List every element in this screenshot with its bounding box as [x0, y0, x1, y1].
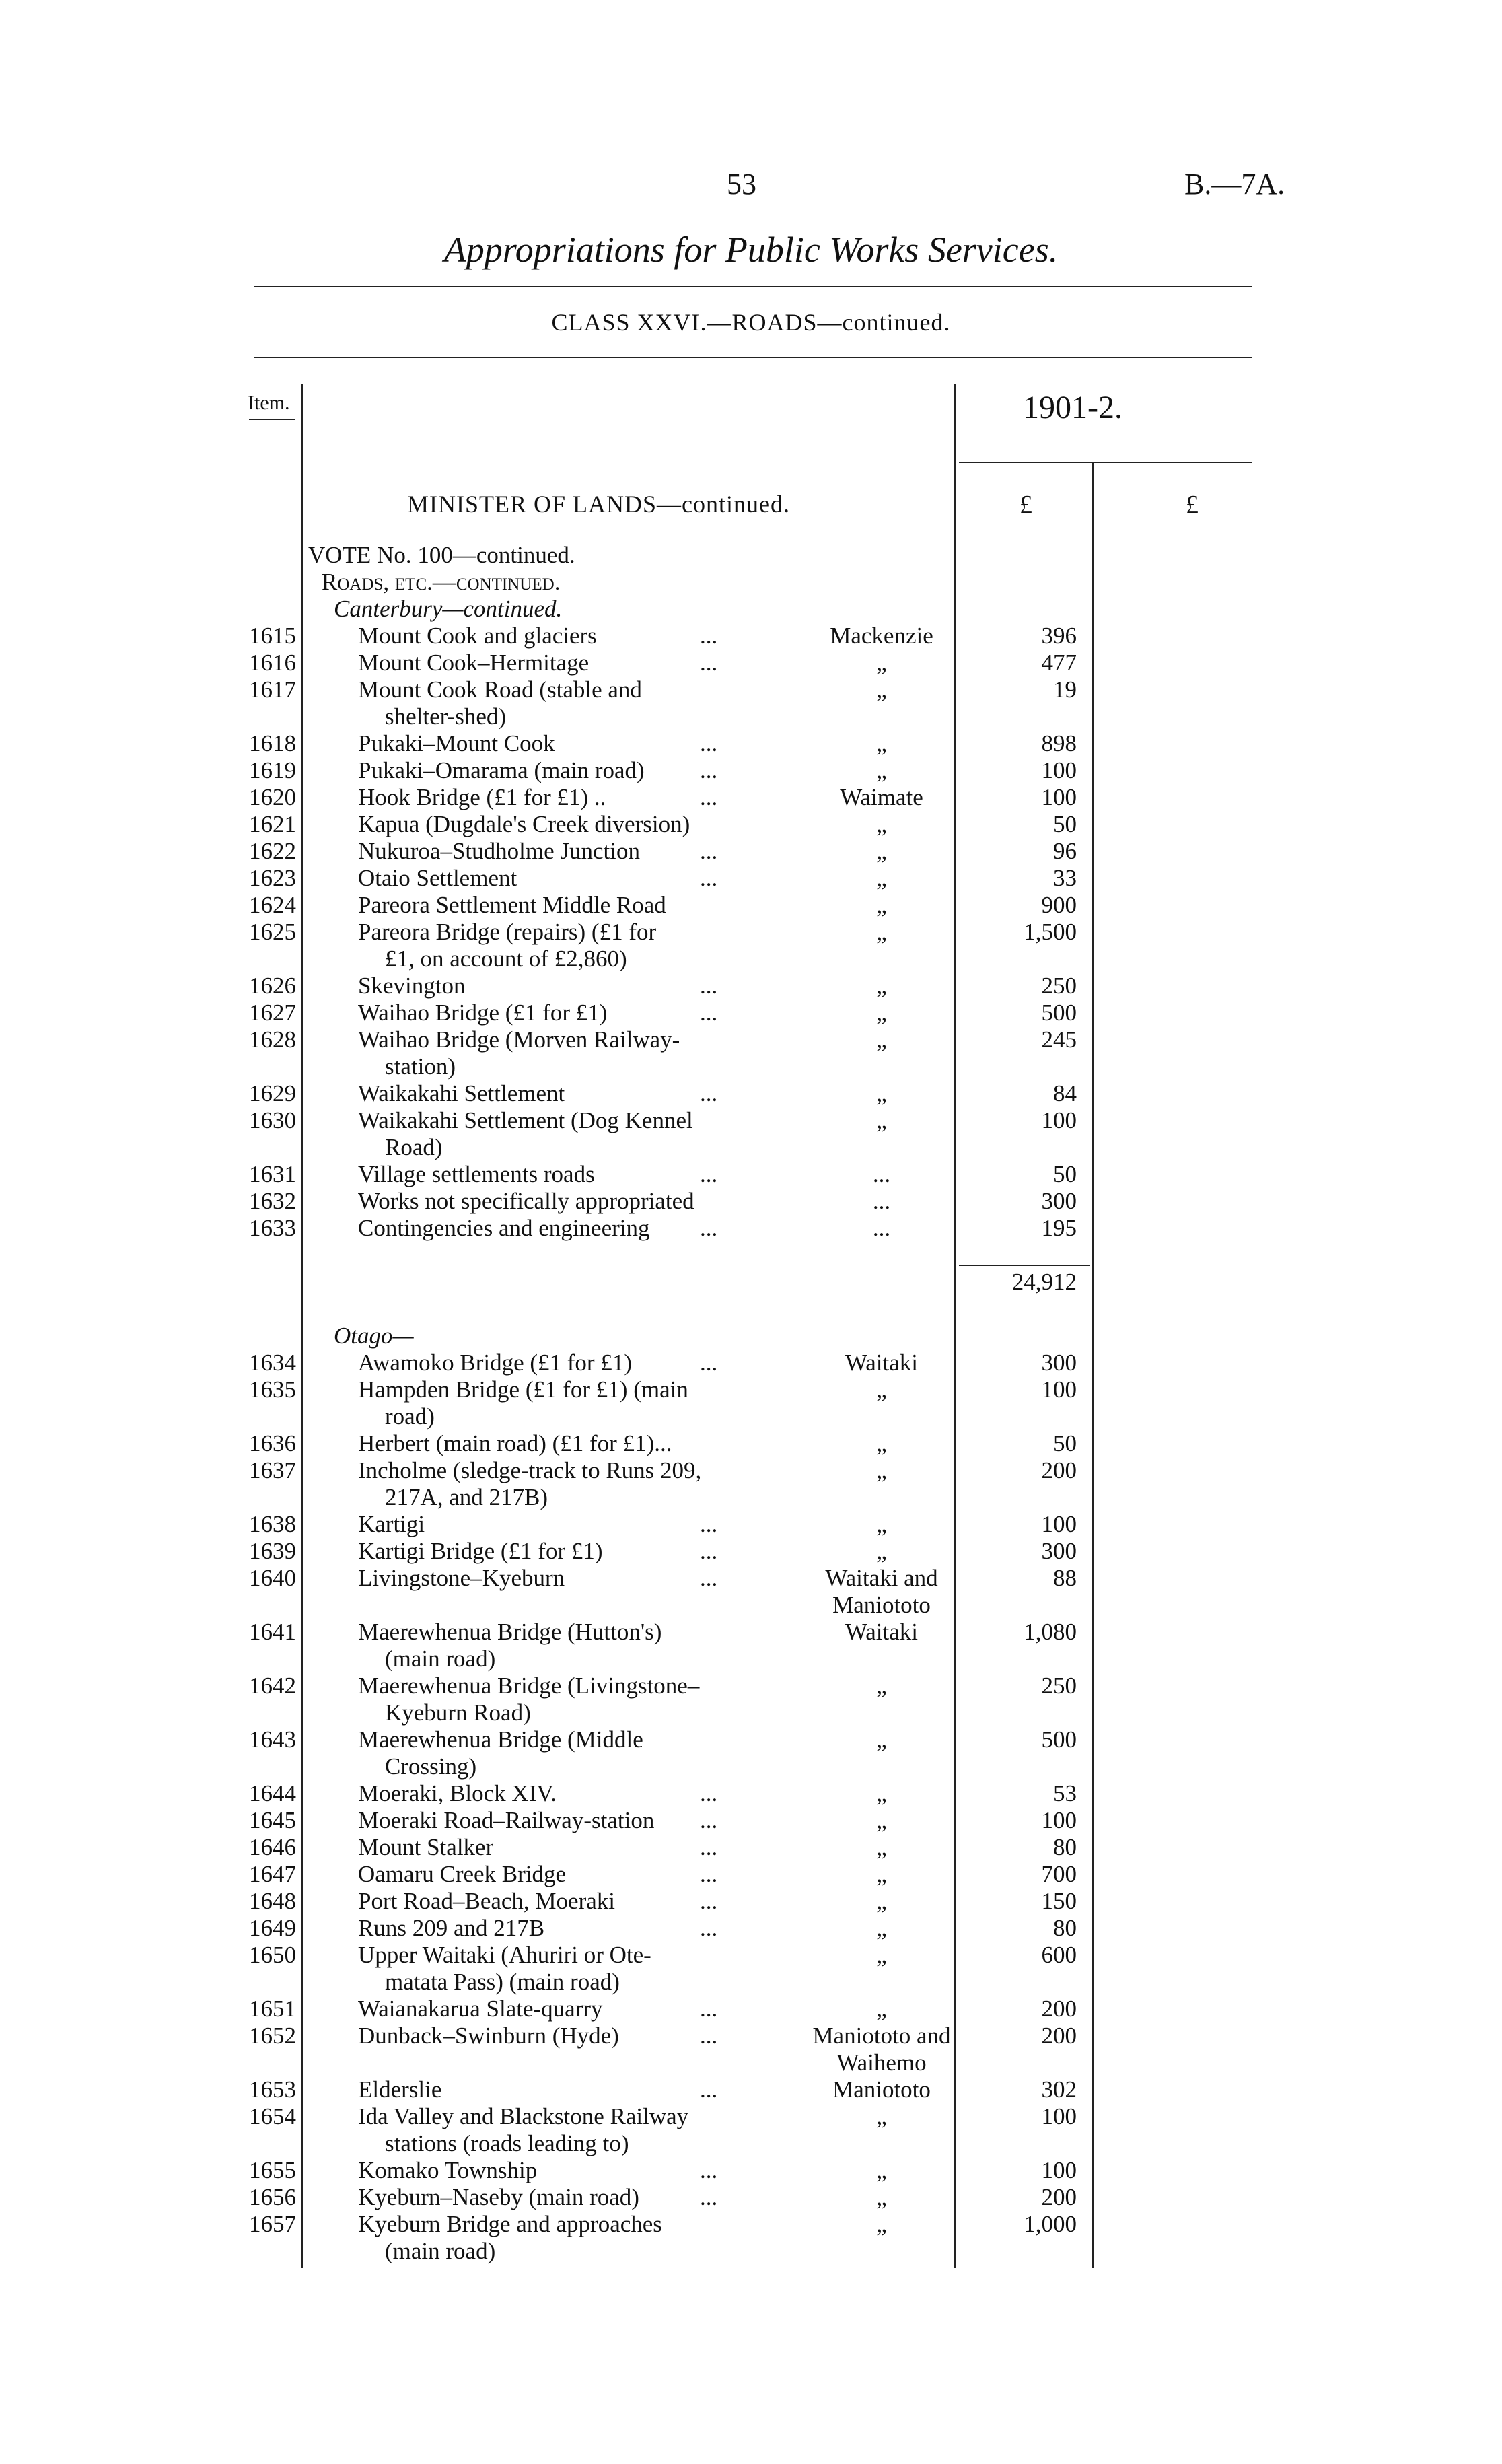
leader-dots: ... — [700, 1996, 718, 2022]
leader-dots: ... — [700, 838, 718, 864]
item-number: 1642 — [249, 1673, 296, 1699]
amount: 80 — [1053, 1834, 1077, 1860]
item-description: matata Pass) (main road) — [385, 1969, 620, 1995]
item-description: Pukaki–Omarama (main road) — [358, 757, 645, 783]
item-number: 1656 — [249, 2184, 296, 2210]
district: „ — [876, 999, 887, 1026]
item-description: Mount Cook Road (stable and — [358, 676, 642, 703]
table-line — [0, 1726, 1502, 1753]
divider — [254, 286, 1252, 287]
item-description: Crossing) — [385, 1753, 477, 1780]
table-line — [0, 1888, 1502, 1915]
item-description: Upper Waitaki (Ahuriri or Ote- — [358, 1942, 651, 1968]
table-line — [0, 1861, 1502, 1888]
district: „ — [876, 892, 887, 918]
district: Waitaki — [845, 1619, 918, 1645]
subtotal-rule — [959, 1265, 1090, 1266]
table-line — [0, 865, 1502, 892]
item-number: 1653 — [249, 2076, 296, 2103]
table-line — [0, 703, 1502, 730]
table-line — [0, 1646, 1502, 1673]
item-number: 1651 — [249, 1996, 296, 2022]
item-description: shelter-shed) — [385, 703, 507, 730]
item-number: 1652 — [249, 2022, 296, 2049]
leader-dots: ... — [700, 1780, 718, 1806]
table-line — [0, 2049, 1502, 2076]
amount: 300 — [1041, 1349, 1077, 1376]
district: „ — [876, 1942, 887, 1968]
district: Maniototo — [832, 2076, 931, 2103]
item-number: 1616 — [249, 649, 296, 676]
district: „ — [876, 1726, 887, 1753]
table-line — [0, 2211, 1502, 2238]
table-line — [0, 1349, 1502, 1376]
canterbury-subtotal: 24,912 — [1011, 1269, 1077, 1295]
leader-dots: ... — [700, 1565, 718, 1591]
district: Maniototo — [832, 1592, 931, 1618]
leader-dots: ... — [700, 2157, 718, 2183]
table-line — [0, 569, 1502, 596]
amount: 600 — [1041, 1942, 1077, 1968]
item-description: Nukuroa–Studholme Junction — [358, 838, 640, 864]
leader-dots: ... — [700, 1511, 718, 1537]
item-description: Waikakahi Settlement — [358, 1080, 565, 1106]
table-line — [0, 2238, 1502, 2265]
table-line — [0, 623, 1502, 649]
amount: 900 — [1041, 892, 1077, 918]
district: „ — [876, 838, 887, 864]
item-description: Contingencies and engineering — [358, 1215, 650, 1241]
table-line — [0, 1323, 1502, 1349]
section-heading: MINISTER OF LANDS—continued. — [407, 491, 790, 518]
item-description: stations (roads leading to) — [385, 2130, 629, 2156]
item-number: 1645 — [249, 1807, 296, 1833]
district: „ — [876, 1834, 887, 1860]
table-line — [0, 1942, 1502, 1969]
item-description: Runs 209 and 217B — [358, 1915, 545, 1941]
table-line — [0, 1215, 1502, 1242]
item-number: 1620 — [249, 784, 296, 810]
divider — [249, 419, 295, 420]
item-description: (main road) — [385, 1646, 496, 1672]
item-description: Otaio Settlement — [358, 865, 517, 891]
leader-dots: ... — [700, 623, 718, 649]
item-description: Dunback–Swinburn (Hyde) — [358, 2022, 619, 2049]
amount: 100 — [1041, 1376, 1077, 1403]
table-line — [0, 1269, 1502, 1296]
district: „ — [876, 1430, 887, 1456]
leader-dots: ... — [700, 757, 718, 783]
group-heading: VOTE No. 100—continued. — [308, 542, 575, 568]
item-number: 1636 — [249, 1430, 296, 1456]
district: „ — [876, 1376, 887, 1403]
item-description: Road) — [385, 1134, 443, 1160]
district: „ — [876, 1457, 887, 1483]
item-description: Kartigi — [358, 1511, 425, 1537]
item-description: Mount Cook–Hermitage — [358, 649, 589, 676]
table-line — [0, 1026, 1502, 1053]
amount: 1,500 — [1024, 919, 1077, 945]
item-description: Herbert (main road) (£1 for £1)... — [358, 1430, 672, 1456]
district: „ — [876, 1107, 887, 1133]
leader-dots: ... — [700, 1915, 718, 1941]
district: „ — [876, 1080, 887, 1106]
table-line — [0, 1592, 1502, 1619]
amount: 100 — [1041, 1107, 1077, 1133]
item-number: 1647 — [249, 1861, 296, 1887]
amount: 300 — [1041, 1188, 1077, 1214]
table-line — [0, 999, 1502, 1026]
table-line — [0, 2022, 1502, 2049]
item-number: 1627 — [249, 999, 296, 1026]
table-line — [0, 973, 1502, 999]
district: „ — [876, 973, 887, 999]
year-header: 1901-2. — [1023, 390, 1122, 425]
table-line — [0, 811, 1502, 838]
amount: 19 — [1053, 676, 1077, 703]
table-line — [0, 757, 1502, 784]
item-description: Pareora Bridge (repairs) (£1 for — [358, 919, 657, 945]
item-number: 1622 — [249, 838, 296, 864]
district: „ — [876, 1996, 887, 2022]
district: „ — [876, 2184, 887, 2210]
district: ... — [872, 1215, 891, 1241]
amount: 250 — [1041, 973, 1077, 999]
item-number: 1657 — [249, 2211, 296, 2237]
item-number: 1646 — [249, 1834, 296, 1860]
item-description: Hook Bridge (£1 for £1) .. — [358, 784, 606, 810]
item-description: Skevington — [358, 973, 466, 999]
leader-dots: ... — [700, 1538, 718, 1564]
item-number: 1624 — [249, 892, 296, 918]
amount: 100 — [1041, 2157, 1077, 2183]
table-line — [0, 1188, 1502, 1215]
table-line — [0, 1834, 1502, 1861]
district: „ — [876, 2211, 887, 2237]
amount: 898 — [1041, 730, 1077, 756]
item-description: road) — [385, 1403, 435, 1430]
table-line — [0, 1753, 1502, 1780]
amount: 1,000 — [1024, 2211, 1077, 2237]
leader-dots: ... — [700, 2022, 718, 2049]
table-line — [0, 1242, 1502, 1269]
table-line — [0, 676, 1502, 703]
amount: 302 — [1041, 2076, 1077, 2103]
item-description: Komako Township — [358, 2157, 538, 2183]
item-number: 1638 — [249, 1511, 296, 1537]
leader-dots: ... — [700, 649, 718, 676]
district: Waitaki and — [825, 1565, 938, 1591]
table-line — [0, 1538, 1502, 1565]
district: „ — [876, 1807, 887, 1833]
document-reference: B.—7A. — [1184, 168, 1285, 201]
amount: 200 — [1041, 1996, 1077, 2022]
amount: 1,080 — [1024, 1619, 1077, 1645]
table-line — [0, 1376, 1502, 1403]
item-number: 1644 — [249, 1780, 296, 1806]
item-description: Moeraki Road–Railway-station — [358, 1807, 655, 1833]
table-line — [0, 919, 1502, 946]
district: „ — [876, 1888, 887, 1914]
item-column-header: Item. — [248, 392, 290, 414]
leader-dots: ... — [700, 1161, 718, 1187]
amount: 100 — [1041, 2103, 1077, 2129]
leader-dots: ... — [700, 1807, 718, 1833]
group-heading: Otago— — [334, 1323, 414, 1349]
leader-dots: ... — [700, 865, 718, 891]
item-description: Port Road–Beach, Moeraki — [358, 1888, 615, 1914]
district: „ — [876, 757, 887, 783]
item-description: Awamoko Bridge (£1 for £1) — [358, 1349, 632, 1376]
amount: 100 — [1041, 1807, 1077, 1833]
table-line — [0, 2157, 1502, 2184]
table-line — [0, 1807, 1502, 1834]
table-line — [0, 2103, 1502, 2130]
item-description: Hampden Bridge (£1 for £1) (main — [358, 1376, 688, 1403]
item-description: Mount Cook and glaciers — [358, 623, 597, 649]
district: „ — [876, 1538, 887, 1564]
table-line — [0, 1161, 1502, 1188]
item-number: 1641 — [249, 1619, 296, 1645]
item-description: Maerewhenua Bridge (Middle — [358, 1726, 643, 1753]
district: „ — [876, 1026, 887, 1053]
leader-dots: ... — [700, 973, 718, 999]
item-description: Maerewhenua Bridge (Livingstone– — [358, 1673, 700, 1699]
district: „ — [876, 676, 887, 703]
leader-dots: ... — [700, 1349, 718, 1376]
table-line — [0, 1430, 1502, 1457]
amount: 500 — [1041, 999, 1077, 1026]
item-description: Waihao Bridge (£1 for £1) — [358, 999, 608, 1026]
table-line — [0, 1053, 1502, 1080]
item-number: 1630 — [249, 1107, 296, 1133]
table-line — [0, 784, 1502, 811]
item-description: Pukaki–Mount Cook — [358, 730, 555, 756]
pound-header-1: £ — [1020, 491, 1032, 519]
item-number: 1621 — [249, 811, 296, 837]
district: „ — [876, 1511, 887, 1537]
amount: 477 — [1041, 649, 1077, 676]
table-line — [0, 892, 1502, 919]
table-line — [0, 2076, 1502, 2103]
group-heading: Canterbury—continued. — [334, 596, 563, 622]
leader-dots: ... — [700, 1215, 718, 1241]
table-line — [0, 1619, 1502, 1646]
district: „ — [876, 1861, 887, 1887]
leader-dots: ... — [700, 1861, 718, 1887]
amount: 50 — [1053, 811, 1077, 837]
item-number: 1637 — [249, 1457, 296, 1483]
item-description: Moeraki, Block XIV. — [358, 1780, 557, 1806]
district: „ — [876, 919, 887, 945]
amount: 84 — [1053, 1080, 1077, 1106]
table-line — [0, 1915, 1502, 1942]
item-number: 1640 — [249, 1565, 296, 1591]
district: „ — [876, 649, 887, 676]
district: „ — [876, 811, 887, 837]
district: Maniototo and — [812, 2022, 951, 2049]
leader-dots: ... — [700, 1888, 718, 1914]
item-description: Oamaru Creek Bridge — [358, 1861, 567, 1887]
leader-dots: ... — [700, 999, 718, 1026]
amount: 500 — [1041, 1726, 1077, 1753]
table-line — [0, 1457, 1502, 1484]
leader-dots: ... — [700, 784, 718, 810]
district: „ — [876, 1780, 887, 1806]
amount: 88 — [1053, 1565, 1077, 1591]
item-description: Works not specifically appropriated — [358, 1188, 694, 1214]
item-description: Livingstone–Kyeburn — [358, 1565, 565, 1591]
amount: 96 — [1053, 838, 1077, 864]
group-heading: Roads, etc.—continued. — [322, 569, 561, 595]
district: Waitaki — [845, 1349, 918, 1376]
amount: 200 — [1041, 2022, 1077, 2049]
pound-header-2: £ — [1186, 491, 1199, 519]
item-description: Kapua (Dugdale's Creek diversion) — [358, 811, 690, 837]
district: ... — [872, 1161, 891, 1187]
item-number: 1625 — [249, 919, 296, 945]
item-description: Waihao Bridge (Morven Railway- — [358, 1026, 680, 1053]
item-number: 1635 — [249, 1376, 296, 1403]
district: Waimate — [840, 784, 923, 810]
table-line — [0, 542, 1502, 569]
district: „ — [876, 1673, 887, 1699]
page-number: 53 — [727, 168, 756, 201]
table-line — [0, 1080, 1502, 1107]
table-line — [0, 1511, 1502, 1538]
district: „ — [876, 2157, 887, 2183]
appropriations-table — [0, 542, 1502, 2265]
item-number: 1618 — [249, 730, 296, 756]
item-description: (main road) — [385, 2238, 496, 2264]
table-line — [0, 1969, 1502, 1996]
table-line — [0, 1673, 1502, 1699]
table-line — [0, 2184, 1502, 2211]
item-number: 1628 — [249, 1026, 296, 1053]
item-number: 1639 — [249, 1538, 296, 1564]
item-number: 1643 — [249, 1726, 296, 1753]
item-number: 1649 — [249, 1915, 296, 1941]
table-line — [0, 946, 1502, 973]
item-description: Kyeburn–Naseby (main road) — [358, 2184, 639, 2210]
table-line — [0, 1996, 1502, 2022]
district: Mackenzie — [830, 623, 933, 649]
item-number: 1633 — [249, 1215, 296, 1241]
page-title: Appropriations for Public Works Services. — [443, 230, 1059, 270]
table-line — [0, 1484, 1502, 1511]
table-line — [0, 1296, 1502, 1323]
amount: 200 — [1041, 1457, 1077, 1483]
item-number: 1626 — [249, 973, 296, 999]
table-line — [0, 1107, 1502, 1134]
item-description: station) — [385, 1053, 456, 1080]
amount: 245 — [1041, 1026, 1077, 1053]
district: Waihemo — [836, 2049, 927, 2076]
divider — [254, 357, 1252, 358]
item-description: Waianakarua Slate-quarry — [358, 1996, 603, 2022]
table-line — [0, 838, 1502, 865]
amount: 50 — [1053, 1430, 1077, 1456]
item-description: Incholme (sledge-track to Runs 209, — [358, 1457, 702, 1483]
amount: 200 — [1041, 2184, 1077, 2210]
table-line — [0, 596, 1502, 623]
item-description: Kyeburn Road) — [385, 1699, 531, 1726]
item-description: Kartigi Bridge (£1 for £1) — [358, 1538, 603, 1564]
table-line — [0, 1699, 1502, 1726]
table-line — [0, 1134, 1502, 1161]
item-number: 1619 — [249, 757, 296, 783]
amount: 396 — [1041, 623, 1077, 649]
leader-dots: ... — [700, 730, 718, 756]
class-heading: CLASS XXVI.—ROADS—continued. — [551, 309, 951, 336]
item-number: 1655 — [249, 2157, 296, 2183]
item-description: Pareora Settlement Middle Road — [358, 892, 666, 918]
item-number: 1629 — [249, 1080, 296, 1106]
amount: 300 — [1041, 1538, 1077, 1564]
leader-dots: ... — [700, 2184, 718, 2210]
amount: 53 — [1053, 1780, 1077, 1806]
amount: 100 — [1041, 757, 1077, 783]
item-number: 1631 — [249, 1161, 296, 1187]
amount: 150 — [1041, 1888, 1077, 1914]
district: ... — [872, 1188, 891, 1214]
table-line — [0, 1780, 1502, 1807]
item-description: Kyeburn Bridge and approaches — [358, 2211, 662, 2237]
item-number: 1632 — [249, 1188, 296, 1214]
item-description: Mount Stalker — [358, 1834, 494, 1860]
item-description: Waikakahi Settlement (Dog Kennel — [358, 1107, 693, 1133]
amount: 80 — [1053, 1915, 1077, 1941]
table-line — [0, 1403, 1502, 1430]
item-number: 1617 — [249, 676, 296, 703]
table-line — [0, 2130, 1502, 2157]
item-description: 217A, and 217B) — [385, 1484, 548, 1510]
table-line — [0, 649, 1502, 676]
item-number: 1615 — [249, 623, 296, 649]
item-number: 1648 — [249, 1888, 296, 1914]
item-number: 1654 — [249, 2103, 296, 2129]
leader-dots: ... — [700, 1834, 718, 1860]
amount: 700 — [1041, 1861, 1077, 1887]
district: „ — [876, 865, 887, 891]
item-description: Village settlements roads — [358, 1161, 595, 1187]
item-number: 1634 — [249, 1349, 296, 1376]
item-description: £1, on account of £2,860) — [385, 946, 627, 972]
amount: 195 — [1041, 1215, 1077, 1241]
amount: 100 — [1041, 1511, 1077, 1537]
table-line — [0, 1565, 1502, 1592]
item-description: Maerewhenua Bridge (Hutton's) — [358, 1619, 662, 1645]
divider — [959, 462, 1252, 463]
amount: 100 — [1041, 784, 1077, 810]
leader-dots: ... — [700, 2076, 718, 2103]
district: „ — [876, 1915, 887, 1941]
district: „ — [876, 2103, 887, 2129]
item-number: 1623 — [249, 865, 296, 891]
district: „ — [876, 730, 887, 756]
leader-dots: ... — [700, 1080, 718, 1106]
amount: 250 — [1041, 1673, 1077, 1699]
amount: 33 — [1053, 865, 1077, 891]
item-description: Ida Valley and Blackstone Railway — [358, 2103, 689, 2129]
amount: 50 — [1053, 1161, 1077, 1187]
item-description: Elderslie — [358, 2076, 442, 2103]
table-line — [0, 730, 1502, 757]
item-number: 1650 — [249, 1942, 296, 1968]
